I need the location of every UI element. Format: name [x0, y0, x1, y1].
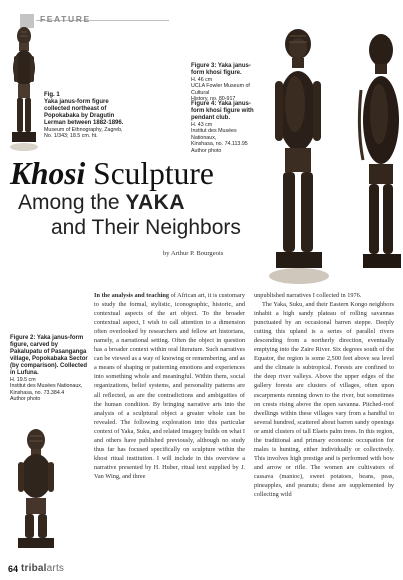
figure-2-credit: Institut des Musées Nationaux,: [10, 383, 83, 390]
figure-2-title: Yaka janus-form figure, carved by Pakalupatu of Pasanganga village, Popokabaka Sector (by comparison). Collected in Lufuna.: [10, 335, 88, 376]
figure-1-title: Yaka janus-form figure collected northeast of Popokabaka by Dragutin Lerman between 1882-1896.: [44, 99, 124, 126]
figure-3-credit: H. 46 cm: [191, 77, 213, 83]
figure-3-credit: UCLA Fowler Museum of Cultural: [191, 83, 250, 96]
magazine-logo-arts: arts: [46, 563, 65, 574]
magazine-logo: [21, 563, 64, 574]
figure-3-credit: History, no. 80-917: [191, 96, 236, 103]
figure-2-caption: [10, 335, 88, 403]
figure-4-credit: Kinshasa, no. 74.113.95: [191, 141, 248, 148]
figure-4-label: Figure 4:: [191, 101, 217, 107]
page-number: 64: [8, 564, 19, 574]
lead-in-bold: In the analysis and teaching: [94, 292, 170, 299]
figure-1-photo: [6, 26, 42, 154]
figure-1-credit: Museum of Ethnography, Zagreb,: [44, 127, 123, 133]
article-title-line-1: [10, 157, 214, 191]
figure-4-credit: H. 43 cm: [191, 122, 213, 128]
figure-1-caption: [44, 92, 124, 140]
figure-2-label: Figure 2:: [10, 335, 36, 341]
figure-3-caption: [191, 63, 263, 103]
article-title-line-2: [18, 191, 185, 215]
body-paragraph: of African art, it is customary to study the formal, stylistic, iconographic, historic, and contextual aspects of the art object. To the broader contextual aspect, I wish to call attention to a dimension often overlooked by researchers and fellow art historians, namely, a narrational setting. Often the object in question has a broader context within oral literature. Such narratives can be viewed as a way of knowing or remembering, and as a means of shaping or patterning emotions and experiences into something whole and meaningful. Within them, social organizations, belief systems, and personality patterns are all reflected, as are the contradictions and ambiguities of the human condition. By bringing narrative arts into the analysis of a sculptural object a greater whole can be revealed. The following exploration into this particular context of Yaka, Suku, and related imagery builds on what I and others have published previously, although no study thus far has focused specifically on sculpture within the khosi ritual institution. I will include in this overview a narrative presented by H. Huber, ritual text supplied by J. Van Wing, and three: [94, 292, 245, 480]
figure-4-credit: Author photo: [191, 147, 222, 154]
figure-4-title: Yaka janus-form khosi figure with pendant club.: [191, 101, 254, 121]
section-label: FEATURE: [40, 14, 91, 24]
figure-4-caption: [191, 101, 263, 154]
figure-3-photo: [268, 26, 338, 296]
figure-2-photo: [6, 428, 66, 554]
figure-1-credit: No. 1/343; 18.5 cm. ht.: [44, 133, 98, 140]
body-paragraph: The Yaka, Suku, and their Eastern Kongo neighbors inhabit a high sandy plateau of rolling savannas punctuated by an occasional barren steppe. Deeply cutting this upland is a series of parallel rivers descending from a northerly direction, eventually emptying into the Zaire River. Six degrees south of the Equator, the region is some 2,500 feet above sea level and the climate is subtropical. Forests are confined to the deep river valleys. Above the upper edges of the gallery forests are clusters of villages, often upon escarpments running down to the river, but sometimes on crests rising above the open savanna. Pitched-roof dwellings within these villages vary from a handful to several hundred, scattered about barren sandy openings or amid clusters of tall Elaeis palm trees. In this region, the traditional and primary economic occupation for males is hunting, either individually or collectively. This involves high prestige and is performed with bow and arrow or rifle. The women are cultivators of cassava (manioc), sweet potatoes, beans, peas, pineapples, and peanuts; these are supplemented by collecting wild: [254, 301, 394, 499]
title-word-sculpture: Sculpture: [85, 156, 214, 191]
title-among-the: Among the: [18, 191, 126, 214]
article-title-line-3: and Their Neighbors: [51, 216, 241, 239]
figure-4-credit: Institut des Musées Nationaux,: [191, 128, 237, 141]
figure-4-photo: [355, 30, 403, 280]
body-column-1: [94, 291, 245, 481]
figure-1-label: Fig. 1: [44, 92, 60, 98]
figure-3-label: Figure 3:: [191, 63, 217, 69]
title-word-khosi: Khosi: [10, 156, 86, 191]
body-column-2: [254, 291, 394, 499]
magazine-logo-tribal: tribal: [21, 563, 47, 574]
figure-2-credit: H. 19.5 cm: [10, 377, 36, 383]
article-byline: by Arthur P. Bourgeois: [163, 250, 224, 257]
figure-3-title: Yaka janus-form khosi figure.: [191, 63, 251, 76]
body-paragraph: unpublished narratives I collected in 1976.: [254, 292, 362, 299]
title-yaka: YAKA: [125, 191, 185, 214]
figure-2-credit: Author photo: [10, 396, 41, 403]
figure-2-credit: Kinshasa, no. 73.384.4: [10, 389, 65, 396]
